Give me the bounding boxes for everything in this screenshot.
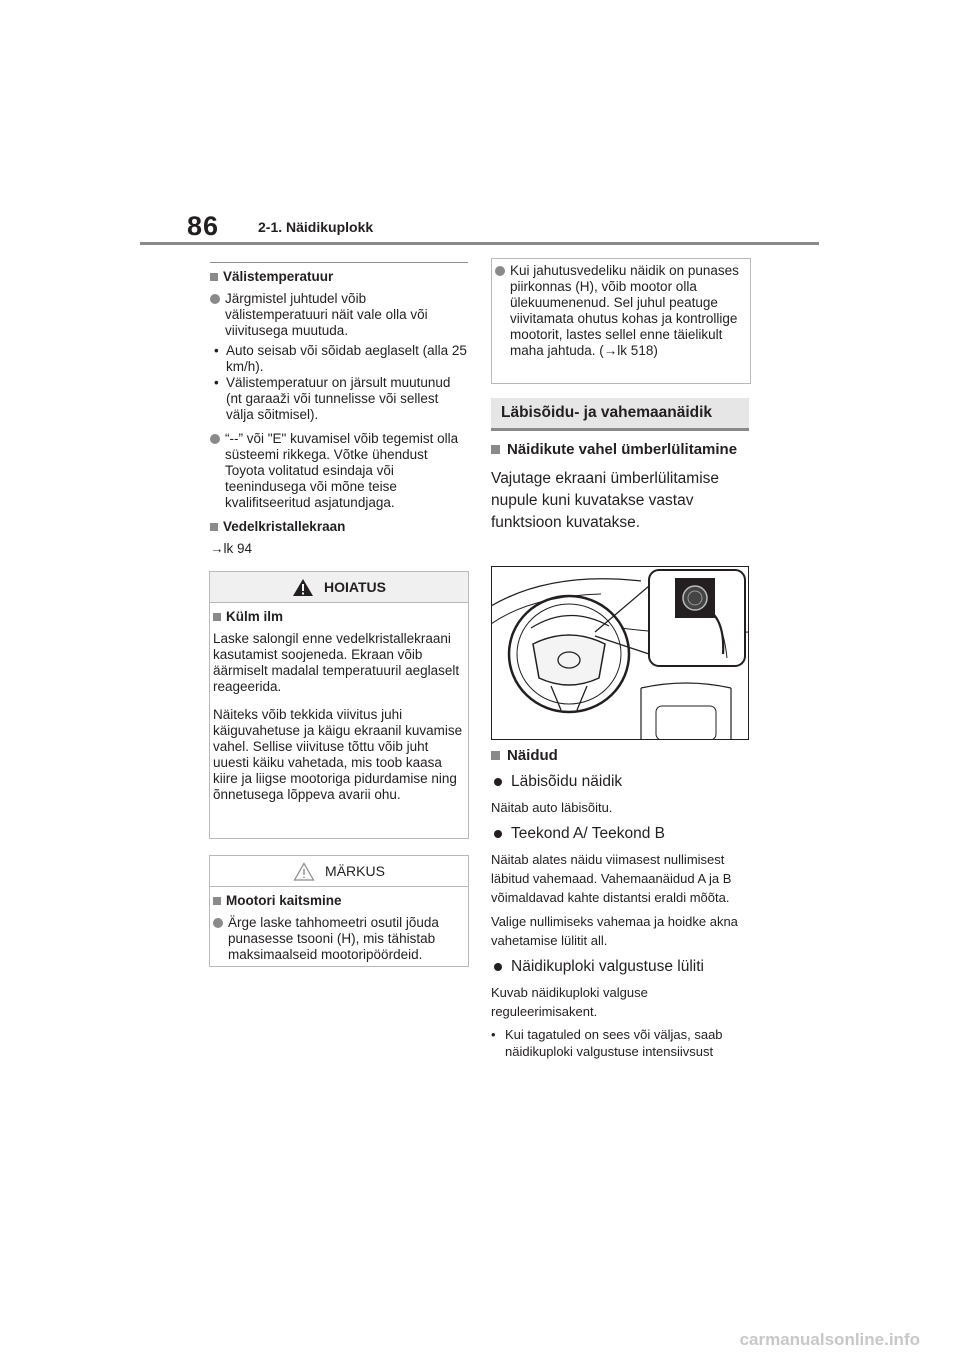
switch-text: Vajutage ekraani ümberlülitamise nupule kuni kuvatakse vastav funktsioon kuvatakse. [491, 470, 720, 531]
dot-bullet-icon [494, 778, 502, 786]
header-rule [140, 242, 819, 245]
warning-box [209, 571, 469, 839]
round-bullet-icon [210, 294, 220, 304]
notice-label: MÄRKUS [325, 863, 385, 879]
notice-box [209, 855, 469, 967]
square-bullet-icon [491, 445, 500, 454]
caution-triangle-icon [293, 862, 315, 881]
warning-paragraph: Näiteks võib tekkida viivitus juhi käiguvahetuse ja käigu ekraanil kuvamise vahel. Sellise viivituse tõttu võib juht uuesti käiku vahetada, mis toob kaasa kiire ja liigse mootoriga pidurdamise ning õnnetusega lõppeva avarii ohu. [213, 707, 463, 802]
round-bullet-icon [213, 918, 223, 928]
square-bullet-icon [491, 751, 500, 760]
round-bullet-icon [210, 434, 220, 444]
square-bullet-icon [213, 897, 221, 905]
trip-text: Näitab alates näidu viimasest nullimisest läbitud vahemaad. Vahemaanäidud A ja B võimaldavad kahte distantsi eraldi mõõta. [491, 852, 732, 905]
coolant-box [491, 258, 751, 384]
gauges-section [491, 745, 753, 1060]
outside-temp-heading: Välistemperatuur [210, 269, 468, 285]
sub-list-item: • Kui tagatuled on sees või väljas, saab näidikuploki valgustuse intensiivsust [491, 1027, 723, 1059]
sub-list-item: • Välistemperatuur on järsult muutunud (nt garaaži või tunnelisse või sellest välja sõitmisel). [214, 375, 451, 422]
switch-title: Näidikute vahel ümberlülitamine [491, 439, 753, 460]
notice-header [210, 856, 468, 887]
page-number: 86 [187, 211, 220, 241]
coolant-body [492, 259, 750, 365]
odometer-text: Näitab auto läbisõitu. [491, 800, 613, 815]
sub-list-item: • Auto seisab või sõidab aeglaselt (alla 25 km/h). [214, 343, 467, 374]
square-bullet-icon [210, 523, 218, 531]
warning-triangle-icon [292, 578, 314, 597]
warning-subtitle: Külm ilm [213, 609, 464, 625]
warning-label: HOIATUS [324, 579, 386, 595]
square-bullet-icon [213, 613, 221, 621]
warning-paragraph: Laske salongil enne vedelkristallekraani kasutamist soojeneda. Ekraan võib äärmiselt madalal temperatuuril aeglaselt reageerida. [213, 631, 460, 694]
odometer-heading: Läbisõidu- ja vahemaanäidik [491, 398, 749, 431]
illumination-item: Näidikuploki valgustuse lüliti [491, 956, 753, 978]
list-item: “--” või "E" kuvamisel võib tegemist olla süsteemi rikkega. Võtke ühendust Toyota volitatud esindaja või teenindusega või mõne teise kvalifitseeritud asjatundjaga. [210, 431, 468, 511]
warning-body [210, 603, 468, 815]
notice-subtitle: Mootori kaitsmine [213, 893, 464, 909]
list-item: Järgmistel juhtudel võib välistemperatuuri näit vale olla või viivitusega muutuda. [210, 291, 468, 339]
odometer-item: Läbisõidu näidik [491, 771, 753, 793]
section-title: 2-1. Näidikuplokk [258, 219, 374, 235]
square-bullet-icon [210, 273, 218, 281]
outside-temp-section [210, 262, 468, 557]
lcd-heading: Vedelkristallekraan [210, 519, 468, 535]
list-item: Kui jahutusvedeliku näidik on punases piirkonnas (H), võib mootor olla ülekuumenenud. Sel juhul peatuge viivitamata ohutus kohas ja kontrollige mootorit, lastes sellel enne täielikult maha jahtuda. (→lk 518) [495, 263, 746, 359]
lcd-reference: →lk 94 [210, 541, 253, 556]
dot-bullet-icon [494, 963, 502, 971]
watermark: carmanualsonline.info [739, 1330, 920, 1349]
steering-wheel-illustration [491, 566, 749, 740]
dot-bullet-icon [494, 830, 502, 838]
trip-text-2: Valige nullimiseks vahemaa ja hoidke akna vahetamise lülitit all. [491, 914, 738, 948]
gauges-title: Näidud [491, 745, 753, 766]
trip-item: Teekond A/ Teekond B [491, 823, 753, 845]
round-bullet-icon [495, 266, 505, 276]
warning-header [210, 572, 468, 603]
switch-section [491, 439, 753, 534]
illumination-text: Kuvab näidikuploki valguse reguleerimisakent. [491, 985, 648, 1019]
list-item: Ärge laske tahhomeetri osutil jõuda punasesse tsooni (H), mis tähistab maksimaalseid mootoripöördeid. [213, 915, 464, 963]
left-column [210, 262, 468, 557]
notice-body [210, 887, 468, 973]
